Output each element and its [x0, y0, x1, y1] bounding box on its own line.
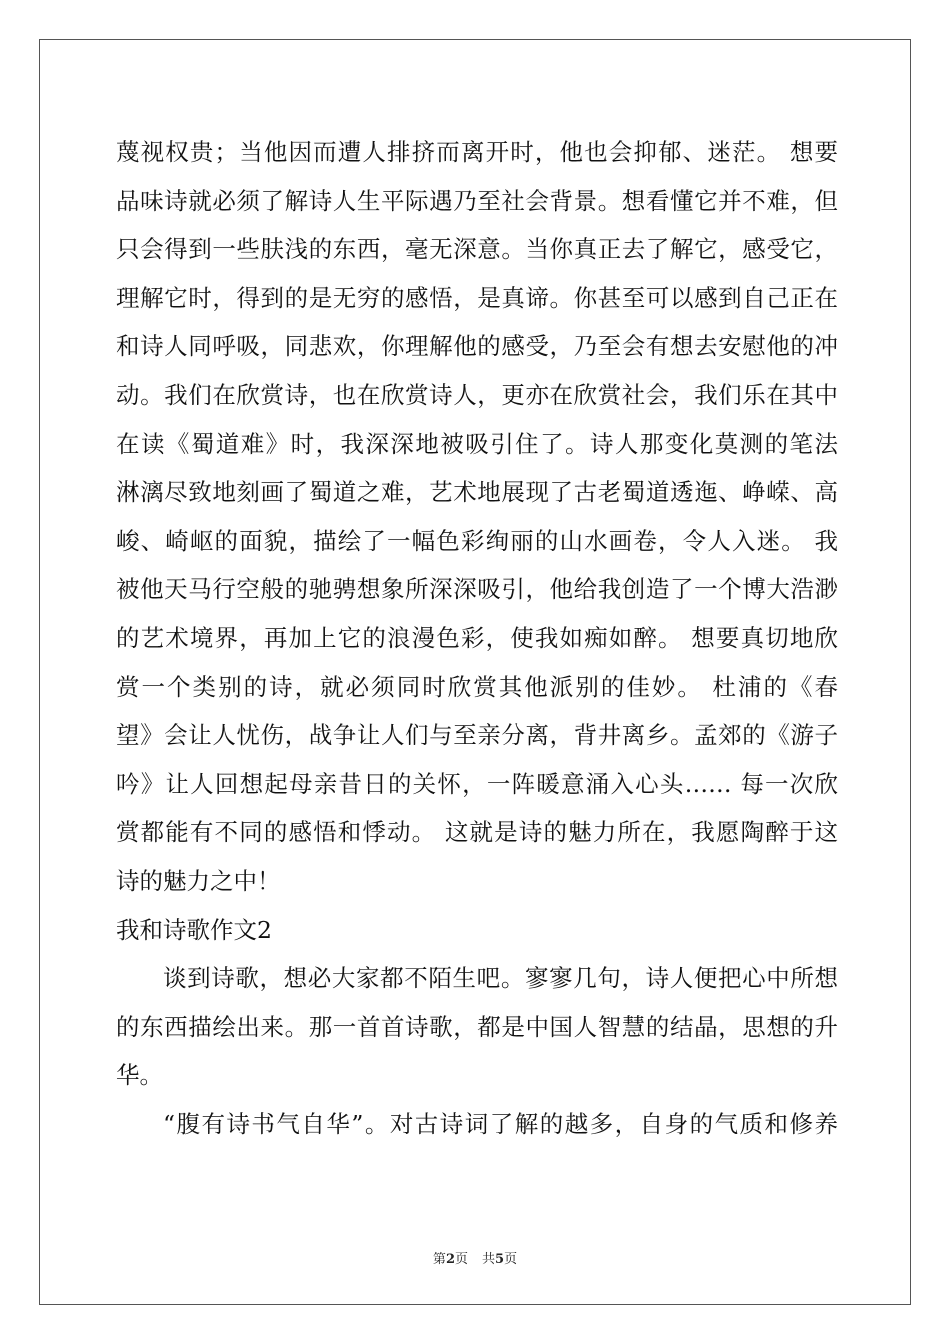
- text-line: 品味诗就必须了解诗人生平际遇乃至社会背景。想看懂它并不难，但: [116, 186, 838, 215]
- text-line: 赏都能有不同的感悟和悸动。 这就是诗的魅力所在，我愿陶醉于这: [116, 818, 838, 847]
- text-line: 蔑视权贵；当他因而遭人排挤而离开时，他也会抑郁、迷茫。 想要: [116, 138, 838, 166]
- text-line: 被他天马行空般的驰骋想象所深深吸引，他给我创造了一个博大浩渺: [116, 575, 838, 604]
- text-line: 在读《蜀道难》时，我深深地被吸引住了。诗人那变化莫测的笔法: [116, 429, 838, 458]
- text-line: 和诗人同呼吸，同悲欢，你理解他的感受，乃至会有想去安慰他的冲: [116, 332, 838, 361]
- current-page-number: 2: [445, 1252, 455, 1267]
- text-line: 的艺术境界，再加上它的浪漫色彩，使我如痴如醉。 想要真切地欣: [116, 623, 838, 652]
- page-suffix: 页: [454, 1252, 468, 1267]
- text-line: 谈到诗歌，想必大家都不陌生吧。寥寥几句，诗人便把心中所想: [163, 964, 838, 993]
- total-suffix: 页: [504, 1252, 518, 1267]
- text-line: 望》会让人忧伤，战争让人们与至亲分离，背井离乡。孟郊的《游子: [116, 721, 838, 750]
- page-prefix: 第: [432, 1252, 446, 1267]
- text-line: 赏一个类别的诗，就必须同时欣赏其他派别的佳妙。 杜浦的《春: [116, 672, 838, 701]
- text-line: 的东西描绘出来。那一首首诗歌，都是中国人智慧的结晶，思想的升: [116, 1012, 838, 1041]
- section-heading: 我和诗歌作文2: [116, 915, 272, 944]
- text-line: “腹有诗书气自华”。对古诗词了解的越多，自身的气质和修养: [163, 1109, 838, 1138]
- text-line: 诗的魅力之中！: [116, 866, 281, 895]
- text-line: 只会得到一些肤浅的东西，毫无深意。当你真正去了解它，感受它，: [116, 235, 838, 264]
- text-line: 动。我们在欣赏诗，也在欣赏诗人，更亦在欣赏社会，我们乐在其中: [116, 380, 838, 409]
- text-line: 理解它时，得到的是无穷的感悟，是真谛。你甚至可以感到自己正在: [116, 283, 838, 312]
- page-footer: [0, 1248, 950, 1267]
- total-page-number: 5: [495, 1252, 505, 1267]
- text-line: 华。: [116, 1061, 163, 1090]
- text-line: 吟》让人回想起母亲昔日的关怀，一阵暖意涌入心头…… 每一次欣: [116, 769, 838, 798]
- text-line: 峻、崎岖的面貌，描绘了一幅色彩绚丽的山水画卷，令人入迷。 我: [116, 526, 838, 555]
- total-prefix: 共: [482, 1252, 496, 1267]
- text-line: 淋漓尽致地刻画了蜀道之难，艺术地展现了古老蜀道透迤、峥嵘、高: [116, 478, 838, 507]
- document-body: [116, 128, 838, 1148]
